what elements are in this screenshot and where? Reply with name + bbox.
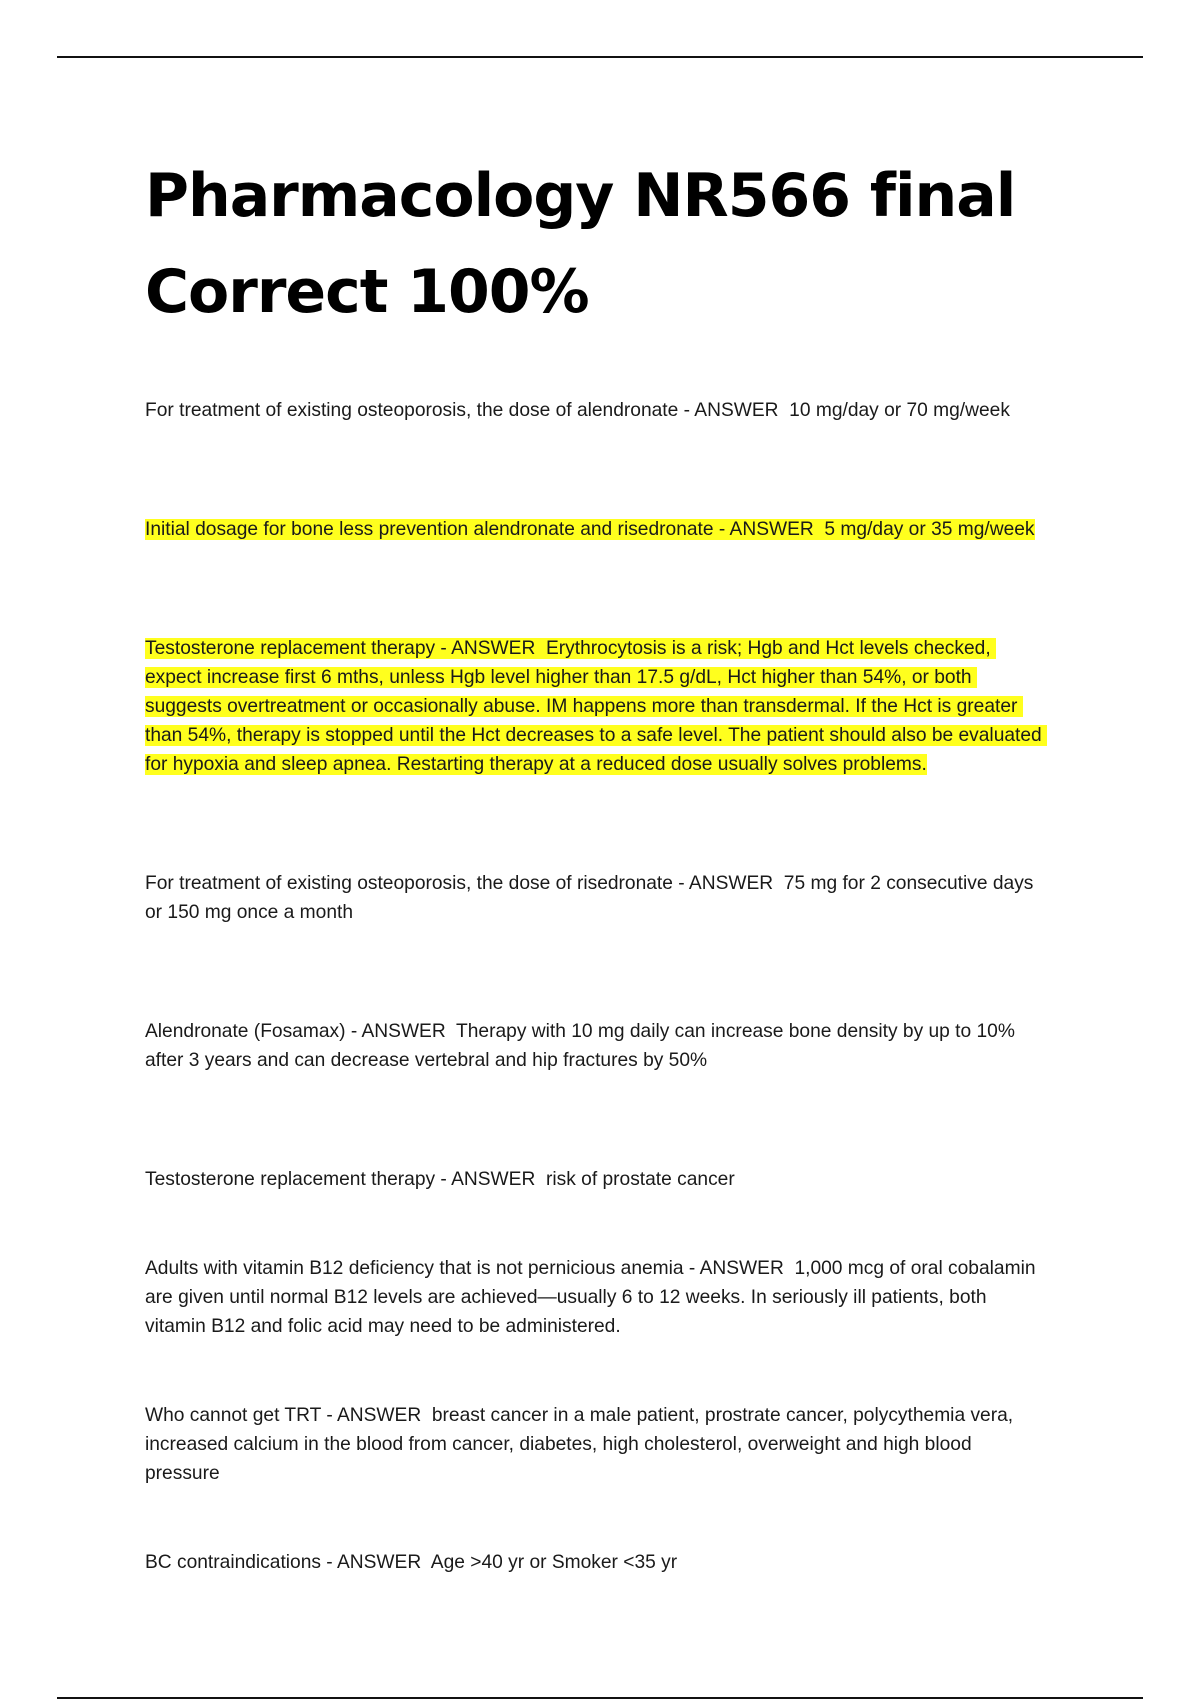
qa-item-vitamin-b12-deficiency (145, 1254, 1050, 1341)
qa-text-highlighted: Testosterone replacement therapy - ANSWER Erythrocytosis is a risk; Hgb and Hct levels checked, expect increase first 6 mths, unless Hgb level higher than 17.5 g/dL, Hct higher than 54%, or both suggests overtreatment or occasionally abuse. IM happens more than transdermal. If the Hct is greater than 54%, therapy is stopped until the Hct decreases to a safe level. The patient should also be evaluated for hypoxia and sleep apnea. Restarting therapy at a reduced dose usually solves problems. (145, 638, 1048, 775)
qa-text-highlighted: Initial dosage for bone less prevention alendronate and risedronate - ANSWER 5 mg/day or 35 mg/week (145, 519, 1035, 540)
qa-item-bc-contraindications (145, 1548, 1050, 1577)
title-line-1: Pharmacology NR566 final (145, 161, 1016, 231)
qa-text: Adults with vitamin B12 deficiency that is not pernicious anemia - ANSWER 1,000 mcg of oral cobalamin are given until normal B12 levels are achieved—usually 6 to 12 weeks. In seriously ill patients, both vitamin B12 and folic acid may need to be administered. (145, 1258, 1041, 1337)
qa-text: Alendronate (Fosamax) - ANSWER Therapy with 10 mg daily can increase bone density by up to 10% after 3 years and can decrease vertebral and hip fractures by 50% (145, 1021, 1021, 1071)
qa-item-alendronate-fosamax (145, 1017, 1050, 1075)
qa-list (145, 396, 1050, 1577)
qa-item-trt-prostate-risk (145, 1165, 1050, 1194)
bottom-rule (57, 1697, 1143, 1699)
document-title (145, 148, 1105, 340)
qa-text: For treatment of existing osteoporosis, the dose of risedronate - ANSWER 75 mg for 2 consecutive days or 150 mg once a month (145, 873, 1039, 923)
qa-item-trt-erythrocytosis (145, 634, 1050, 779)
top-rule (57, 56, 1143, 58)
qa-item-alendronate-treatment-dose (145, 396, 1050, 425)
title-line-2: Correct 100% (145, 257, 589, 327)
qa-item-bone-loss-prevention-dose (145, 515, 1050, 544)
qa-text: Who cannot get TRT - ANSWER breast cancer in a male patient, prostrate cancer, polycythemia vera, increased calcium in the blood from cancer, diabetes, high cholesterol, overweight and high blood pressure (145, 1405, 1019, 1484)
qa-text: BC contraindications - ANSWER Age >40 yr or Smoker <35 yr (145, 1552, 678, 1573)
qa-text: Testosterone replacement therapy - ANSWER risk of prostate cancer (145, 1169, 735, 1190)
qa-item-risedronate-treatment-dose (145, 869, 1050, 927)
qa-item-trt-contraindications (145, 1401, 1050, 1488)
qa-text: For treatment of existing osteoporosis, the dose of alendronate - ANSWER 10 mg/day or 70 mg/week (145, 400, 1010, 421)
